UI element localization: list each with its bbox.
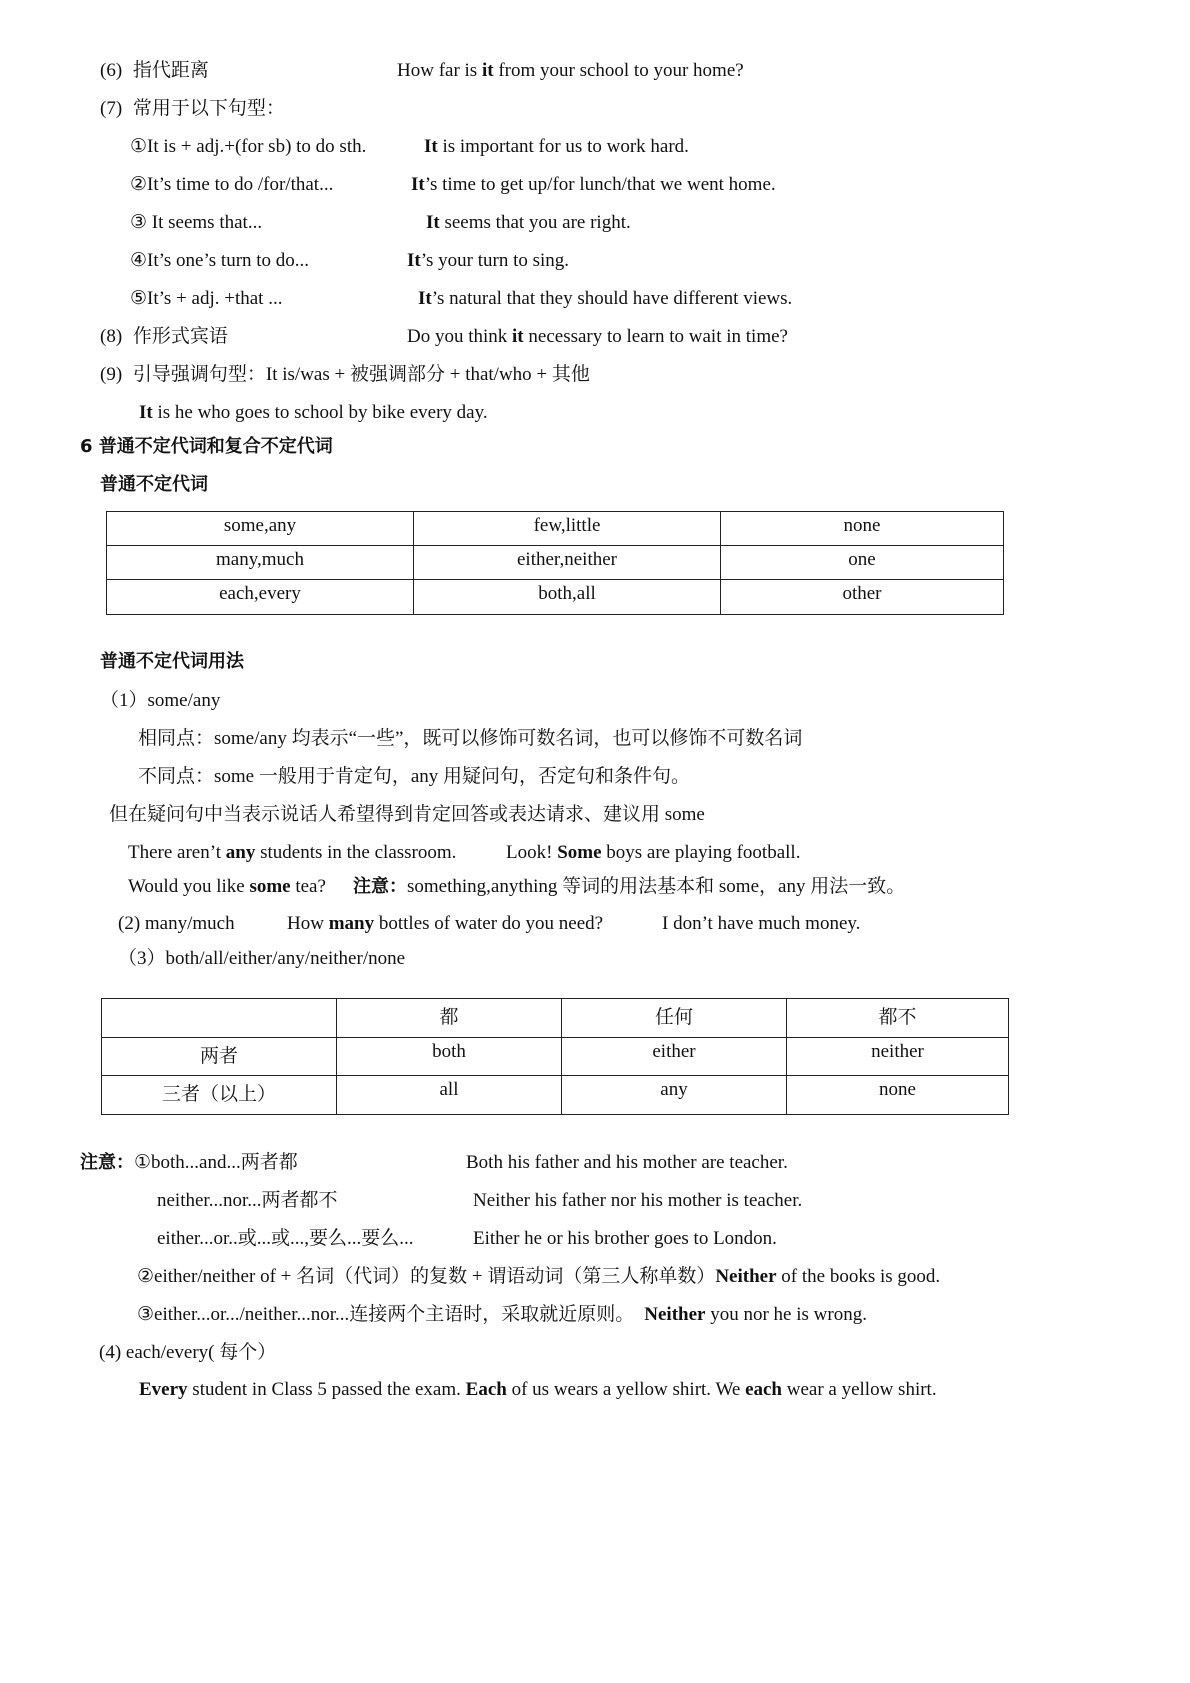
note-4: ②either/neither of + 名词（代词）的复数 + 谓语动词（第三人称单数）Neither of the books is good. — [137, 1266, 941, 1287]
table-row — [102, 999, 1009, 1038]
note-1: 注意：①both...and...两者都 — [80, 1152, 298, 1173]
table-cell: either,neither — [414, 546, 721, 580]
note-5: ③either...or.../neither...nor...连接两个主语时，采取就近原则。 Neither you nor he is wrong. — [137, 1304, 867, 1325]
item-label: 常用于以下句型： — [132, 98, 285, 119]
table-row — [107, 512, 1004, 546]
table-cell: 都 — [337, 999, 562, 1038]
item-number: (7) — [100, 98, 123, 119]
table-cell: many,much — [107, 546, 414, 580]
item-8-example: Do you think it necessary to learn to wait in time? — [407, 326, 788, 347]
table-row — [102, 1076, 1009, 1115]
item-number: (9) — [100, 364, 123, 385]
item-9-example: It is he who goes to school by bike every day. — [139, 402, 488, 423]
table-cell: both,all — [414, 580, 721, 615]
pattern-3: ③ It seems that... — [130, 212, 263, 233]
usage-1-title: （1）some/any — [100, 690, 221, 711]
item-6 — [100, 59, 209, 83]
table-cell: none — [787, 1076, 1009, 1115]
table-cell: neither — [787, 1038, 1009, 1076]
pattern-5-example: It’s natural that they should have different views. — [418, 288, 793, 309]
pattern-4: ④It’s one’s turn to do... — [130, 250, 310, 271]
usage-1-note: 注意：something,anything 等词的用法基本和 some，any 用法一致。 — [353, 876, 906, 897]
usage-2-example-1: How many bottles of water do you need? — [287, 913, 604, 934]
item-number: (6) — [100, 60, 123, 81]
table-cell: each,every — [107, 580, 414, 615]
note-2-example: Neither his father nor his mother is teacher. — [473, 1190, 803, 1211]
pronoun-table — [106, 511, 1004, 615]
table-cell: 都不 — [787, 999, 1009, 1038]
usage-1-example-3: Would you like some tea? — [128, 876, 326, 897]
item-7 — [100, 97, 285, 121]
section-heading: 6 普通不定代词和复合不定代词 — [80, 436, 333, 457]
usage-4-examples: Every student in Class 5 passed the exam. Each of us wears a yellow shirt. We each wear a yellow shirt. — [139, 1379, 937, 1400]
table-cell: none — [721, 512, 1004, 546]
usage-1-same: 相同点：some/any 均表示“一些”，既可以修饰可数名词，也可以修饰不可数名词 — [138, 728, 803, 749]
table-row — [107, 580, 1004, 615]
table-cell: 三者（以上） — [102, 1076, 337, 1115]
table-cell: few,little — [414, 512, 721, 546]
table-cell: all — [337, 1076, 562, 1115]
item-6-example: How far is it from your school to your home? — [397, 60, 744, 81]
table-cell: one — [721, 546, 1004, 580]
item-9 — [100, 363, 590, 387]
usage-4-title: (4) each/every( 每个） — [99, 1342, 277, 1363]
usage-1-example-2: Look! Some boys are playing football. — [506, 842, 801, 863]
item-label: 指代距离 — [132, 60, 209, 81]
table-row — [107, 546, 1004, 580]
table-cell: other — [721, 580, 1004, 615]
table-cell: any — [562, 1076, 787, 1115]
table-cell: both — [337, 1038, 562, 1076]
note-3-example: Either he or his brother goes to London. — [473, 1228, 777, 1249]
table-cell — [102, 999, 337, 1038]
item-label: 作形式宾语 — [132, 326, 228, 347]
item-number: (8) — [100, 326, 123, 347]
both-all-table — [101, 998, 1009, 1115]
usage-3-title: （3）both/all/either/any/neither/none — [118, 948, 406, 969]
note-1-example: Both his father and his mother are teacher. — [466, 1152, 788, 1173]
usage-1-but: 但在疑问句中当表示说话人希望得到肯定回答或表达请求、建议用 some — [109, 804, 705, 825]
usage-1-diff: 不同点：some 一般用于肯定句，any 用疑问句，否定句和条件句。 — [138, 766, 691, 787]
pattern-2: ②It’s time to do /for/that... — [130, 174, 334, 195]
usage-1-example-1: There aren’t any students in the classroom. — [128, 842, 457, 863]
pattern-2-example: It’s time to get up/for lunch/that we went home. — [411, 174, 776, 195]
note-3: either...or..或...或...,要么...要么... — [157, 1228, 414, 1249]
subheading: 普通不定代词 — [100, 474, 208, 495]
table-row — [102, 1038, 1009, 1076]
pattern-1-example: It is important for us to work hard. — [424, 136, 689, 157]
usage-2-example-2: I don’t have much money. — [662, 913, 861, 934]
pattern-3-example: It seems that you are right. — [426, 212, 631, 233]
usage-2-title: (2) many/much — [118, 913, 235, 934]
item-label: 引导强调句型：It is/was + 被强调部分 + that/who + 其他 — [132, 364, 590, 385]
table-cell: 两者 — [102, 1038, 337, 1076]
subheading: 普通不定代词用法 — [100, 651, 244, 672]
note-2: neither...nor...两者都不 — [157, 1190, 338, 1211]
pattern-1: ①It is + adj.+(for sb) to do sth. — [130, 136, 367, 157]
pattern-5: ⑤It’s + adj. +that ... — [130, 288, 283, 309]
table-cell: some,any — [107, 512, 414, 546]
table-cell: either — [562, 1038, 787, 1076]
item-8 — [100, 325, 228, 349]
pattern-4-example: It’s your turn to sing. — [407, 250, 570, 271]
table-cell: 任何 — [562, 999, 787, 1038]
